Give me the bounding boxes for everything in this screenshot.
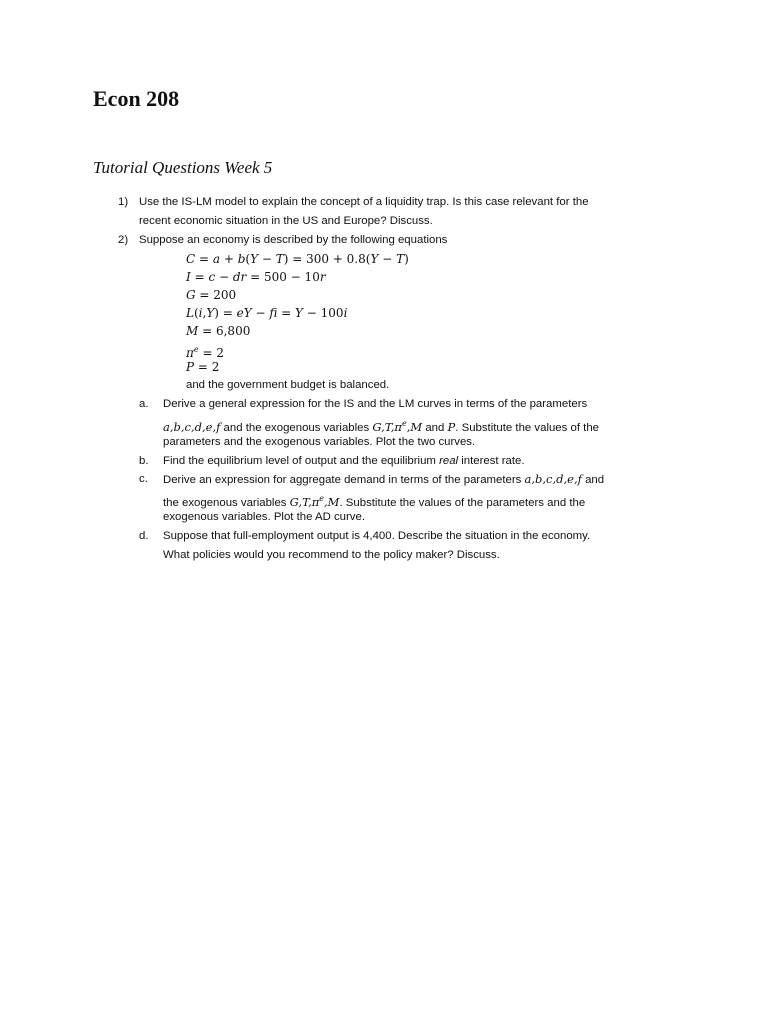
part-a-substitute: . Substitute the values of the [455,422,600,434]
part-b-pre: Find the equilibrium level of output and the equilibrium [163,455,440,467]
equation-money-demand: L(i,Y) = eY − fi = Y − 100i [186,306,348,320]
part-a-params: a,b,c,d,e,f [163,420,221,434]
question-2-number: 2) [118,234,129,246]
part-d-line-2: What policies would you recommend to the policy maker? Discuss. [163,549,500,561]
part-c-params: a,b,c,d,e,f [524,472,582,486]
part-c-vars-sup: e [319,494,325,503]
part-c-pre2: the exogenous variables [163,497,290,509]
part-b-post: interest rate. [458,455,525,467]
part-c-text: Derive an expression for aggregate demand in terms of the parameters [163,474,525,486]
eq-i-values: 500 − 10 [263,270,320,284]
equation-money-supply: M = 6,800 [186,324,251,338]
eq-p-value: 2 [211,360,220,374]
eq-c-b: b [237,252,246,266]
eq-m-lhs: M [186,324,199,338]
eq-pi-lhs: π [186,346,194,360]
part-a-line-3: parameters and the exogenous variables. Plot the two curves. [163,436,476,448]
part-b-line [163,452,525,471]
part-c-vars-tail: ,M [324,495,340,509]
eq-c-values: 300 + 0.8 [306,252,366,266]
equation-government: G = 200 [186,288,237,302]
part-c-line-1 [163,470,604,490]
part-c-and: and [581,474,605,486]
part-a-and-p: and [422,422,448,434]
page-title: Econ 208 [93,86,180,111]
eq-pi-value: 2 [216,346,224,360]
question-1-line-2: recent economic situation in the US and Europe? Discuss. [139,215,433,227]
part-c-line-3: exogenous variables. Plot the AD curve. [163,511,365,523]
question-1-number: 1) [118,196,129,208]
question-2-intro: Suppose an economy is described by the following equations [139,234,448,246]
budget-statement: and the government budget is balanced. [186,379,390,391]
eq-g-lhs: G [186,288,196,302]
part-c-label: c. [139,473,148,485]
part-c-post2: . Substitute the values of the parameters and the [339,497,586,509]
equation-expected-inflation: $\pi^e = 2$ [186,345,224,360]
part-d-line-1: Suppose that full-employment output is 4,400. Describe the situation in the economy. [163,530,591,542]
part-a-vars: G,T,π [372,420,402,434]
part-c-vars: G,T,π [289,495,320,509]
eq-m-value: 6,800 [215,324,251,338]
page-subtitle: Tutorial Questions Week 5 [93,158,273,177]
part-a-label: a. [139,398,149,410]
question-1-line-1: Use the IS-LM model to explain the concept of a liquidity trap. Is this case relevant for the [139,196,589,208]
equation-consumption: C = a + b(Y − T) = 300 + 0.8(Y − T) [186,252,409,266]
eq-c-lhs: C [186,252,196,266]
equation-investment: I = c − dr = 500 − 10r [186,270,326,284]
part-d-label: d. [139,530,149,542]
eq-g-value: 200 [213,288,237,302]
eq-l-value: 100 [320,306,344,320]
part-a-vars-tail: ,M [406,420,423,434]
eq-pi-sup: e [193,345,199,354]
part-a-vars-sup: e [402,419,407,428]
part-b-real: real [439,455,459,467]
part-a-and-exo: and the exogenous variables [220,422,373,434]
part-a-line-1: Derive a general expression for the IS and the LM curves in terms of the parameters [163,398,588,410]
eq-c-a: a [212,252,221,266]
part-b-label: b. [139,455,149,467]
equation-price-level: P = 2 [186,360,220,374]
eq-i-lhs: I [186,270,191,284]
eq-p-lhs: P [186,360,195,374]
part-a-p: P [447,420,456,434]
